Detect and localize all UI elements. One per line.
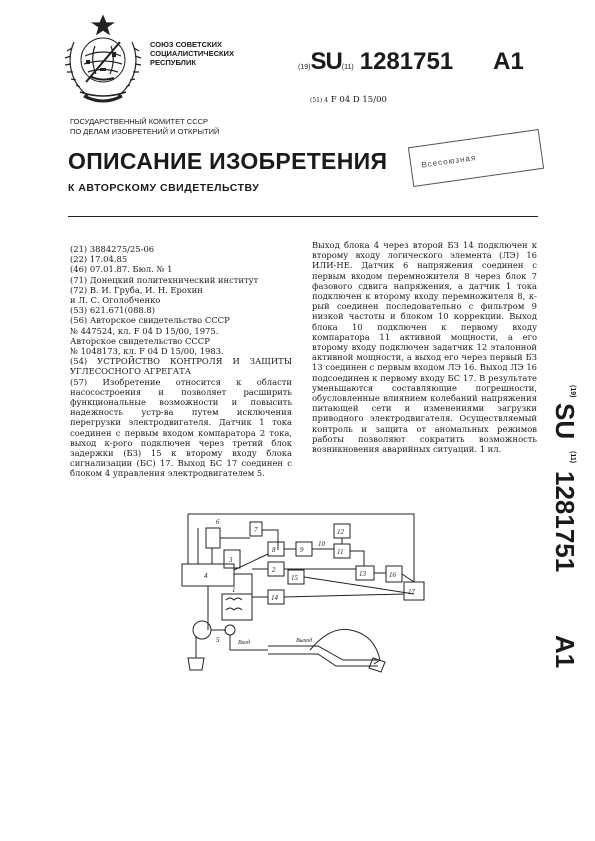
state-emblem (60, 12, 146, 108)
block-4 (182, 564, 234, 586)
label-3: 3 (229, 556, 233, 564)
block-2 (268, 562, 284, 576)
biblio-line: (71) Донецкий политехнический институт (70, 274, 259, 285)
side-code-11: (11) (569, 451, 576, 464)
label-11: 11 (337, 548, 344, 556)
biblio-line: (53) 621.671(088.8) (70, 305, 155, 316)
biblio-line: (21) 3884275/25-06 (70, 244, 155, 254)
block-diagram (168, 510, 433, 686)
patent-number: 1281751 (359, 48, 454, 75)
label-1: 1 (232, 586, 236, 594)
committee-name (70, 117, 219, 137)
label-13: 13 (359, 570, 366, 578)
stamp-text: Всесоюзная (420, 153, 477, 170)
label-9: 9 (300, 546, 304, 554)
biblio-line: и Л. С. Оголобченко (70, 295, 161, 306)
biblio-line: (56) Авторское свидетельство СССР (70, 315, 230, 326)
pipe-label-left: Вход (238, 640, 251, 646)
label-17: 17 (408, 588, 415, 596)
committee-line: ГОСУДАРСТВЕННЫЙ КОМИТЕТ СССР (70, 117, 209, 126)
label-16: 16 (389, 571, 396, 579)
block-9 (296, 542, 312, 556)
biblio-line: № 1048173, кл. F 04 D 15/00, 1983. (70, 346, 224, 357)
side-patent-number (546, 385, 580, 680)
document-title: ОПИСАНИЕ ИЗОБРЕТЕНИЯ (68, 148, 388, 174)
label-10: 10 (318, 540, 325, 548)
biblio-line: Авторское свидетельство СССР (70, 335, 210, 346)
invention-title: (54) УСТРОЙСТВО КОНТРОЛЯ И ЗАЩИТЫ УГЛЕСОСНОГО АГРЕГАТА (70, 356, 292, 377)
ipc-value: F 04 D 15/00 (330, 95, 387, 105)
label-6: 6 (216, 518, 220, 526)
label-2: 2 (272, 566, 276, 574)
abstract-right: Выход блока 4 через второй БЗ 14 подключен к второму входу логического элемента (ЛЭ) 16 ИЛИ-НЕ. Датчик 6 напряжения соединен с первым входом перемножителя 8 через блок 7 фазового сдвига напряжения, а датчик 1 тока подключен к второму входу перемножителя 8, к-рый соединен последовательно с фильтром 9 низкой частоты и блоком 10 коррекции. Выход блока 10 подключен к первому входу компаратора 11 активной мощности, а его второму входу подключен задатчик 12 эталонной активной мощности, а выход его через первый БЗ 13 соединен с первым входом ЛЭ 16. Выход ЛЭ 16 подсоединен к первому входу БС 17. В результате уменьшаются составляющие погрешности, обусловленные влиянием колебаний напряжения питающей сети и изменениями загрузки приводного электродвигателя. Осуществляемый контроль и защита от аномальных режимов работы позволяют сократить возможность возникновения аварийных ситуаций. 1 ил. (312, 240, 537, 455)
bibliographic-data (70, 244, 292, 356)
label-4: 4 (204, 572, 208, 580)
label-7: 7 (254, 526, 258, 534)
ipc-class (310, 95, 387, 105)
biblio-line: (22) 17.04.85 (70, 254, 128, 265)
block-6 (206, 528, 220, 548)
biblio-line: (46) 07.01.87. Бюл. № 1 (70, 264, 173, 275)
org-line: РЕСПУБЛИК (150, 58, 196, 67)
kind-code: A1 (493, 48, 524, 75)
left-column (70, 244, 292, 479)
label-5: 5 (216, 636, 220, 644)
side-code-19: (19) (569, 385, 576, 398)
side-country: SU (550, 403, 580, 440)
code-11: (11) (341, 64, 354, 71)
code-19: (19) (298, 64, 311, 71)
label-15: 15 (291, 574, 298, 582)
block-8 (268, 542, 284, 556)
label-14: 14 (271, 594, 278, 602)
pipe-label-right: Выход (296, 638, 313, 644)
country-name (150, 40, 234, 67)
pump (225, 625, 235, 635)
biblio-line: № 447524, кл. F 04 D 15/00, 1975. (70, 325, 219, 336)
org-line: СОЮЗ СОВЕТСКИХ (150, 40, 223, 49)
side-number: 1281751 (550, 471, 580, 573)
committee-line: ПО ДЕЛАМ ИЗОБРЕТЕНИЙ И ОТКРЫТИЙ (70, 127, 220, 136)
patent-number-header (298, 48, 524, 76)
org-line: СОЦИАЛИСТИЧЕСКИХ (150, 49, 234, 58)
library-stamp (408, 129, 544, 187)
country-code: SU (310, 48, 342, 75)
code-51: (51) 4 (310, 97, 329, 104)
header-divider (68, 216, 538, 217)
biblio-line: (72) В. И. Груба, И. Н. Ерохин (70, 284, 203, 295)
side-kind: A1 (550, 635, 580, 669)
document-subtitle: К АВТОРСКОМУ СВИДЕТЕЛЬСТВУ (68, 182, 260, 194)
abstract-left: (57) Изобретение относится к области насосостроения и позволяет расширить функциональные возможности и повысить надежность устр-ва путем исключения перегрузки электродвигателя. Датчик 1 тока соединен с первым входом компаратора 2 тока, выход к-рого подключен через третий блок задержки (БЗ) 15 к второму входу блока сигнализации (БС) 17. Выход БС 17 соединен с блоком 4 управления электродвигателем 5. (70, 376, 292, 479)
label-8: 8 (272, 546, 276, 554)
label-12: 12 (337, 528, 344, 536)
